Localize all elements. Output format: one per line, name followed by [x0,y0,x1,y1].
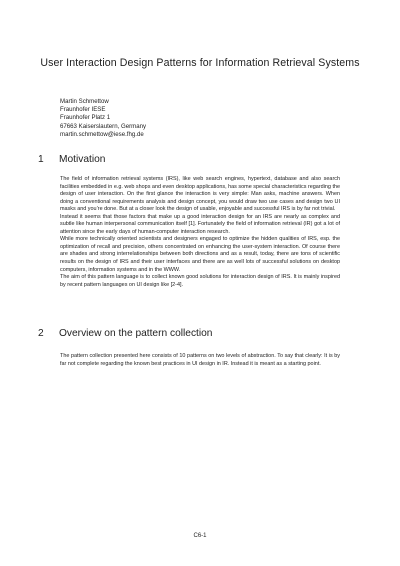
section-body-overview [60,353,340,368]
section-heading-motivation [38,153,105,166]
author-city: 67663 Kaiserslautern, Germany [60,122,147,130]
section-number: 1 [38,154,44,165]
section-body-motivation [60,176,340,289]
author-email[interactable]: martin.schmettow@iese.fhg.de [60,130,144,138]
paragraph: The pattern collection presented here consists of 10 patterns on two levels of abstraction. To say that clearly: It is by far not complete regarding the known best practices in UI design in IR. Instead it is meant as a starting point. [60,353,340,367]
author-block [60,98,340,139]
section-number: 2 [38,328,44,339]
section-title: Motivation [59,154,106,165]
paragraph: Instead it seems that those factors that make up a good interaction design for an IRS are nearly as complex and subtle like human interpersonal communication itself [1]. Fortunately the field of information retrieval (IR) got a lot of attention since the early days of human-computer interaction research. [60,213,340,235]
paragraph: While more technically oriented scientists and designers engaged to optimize the hidden qualities of IRS, esp. the optimization of recall and precision, others concentrated on enhancing the user-system interaction. Of course there are shades and strong interrelationships between both directions and as a result, today, there are tons of scientific results on the design of IRS and their user interfaces and there are as well lots of successful solutions on desktop computers, information systems and in the WWW. [60,236,340,273]
author-organization: Fraunhofer IESE [60,106,106,114]
paper-title: User Interaction Design Patterns for Information Retrieval Systems [40,57,360,69]
author-street: Fraunhofer Platz 1 [60,114,111,122]
section-title: Overview on the pattern collection [59,328,213,339]
paragraph: The aim of this pattern language is to collect known good solutions for interaction design of IRS. It is mainly inspired by recent pattern languages on UI design like [2-4]. [60,274,340,288]
section-heading-overview [38,327,212,340]
paragraph: The field of information retrieval systems (IRS), like web search engines, hypertext, database and also search facilities embedded in e.g. web shops and even desktop applications, has some special characteristics regarding the design of user interaction. On the first glance the interaction is very simple: Man asks, machine answers. When doing a conventional requirements analysis and design concept, you would draw two use cases and design two UI masks and you’re done. But at a closer look the design of usable, enjoyable and successful IRS is by far not trivial. [60,176,340,213]
author-name: Martin Schmettow [60,98,109,105]
page-number: C6-1 [193,533,207,539]
